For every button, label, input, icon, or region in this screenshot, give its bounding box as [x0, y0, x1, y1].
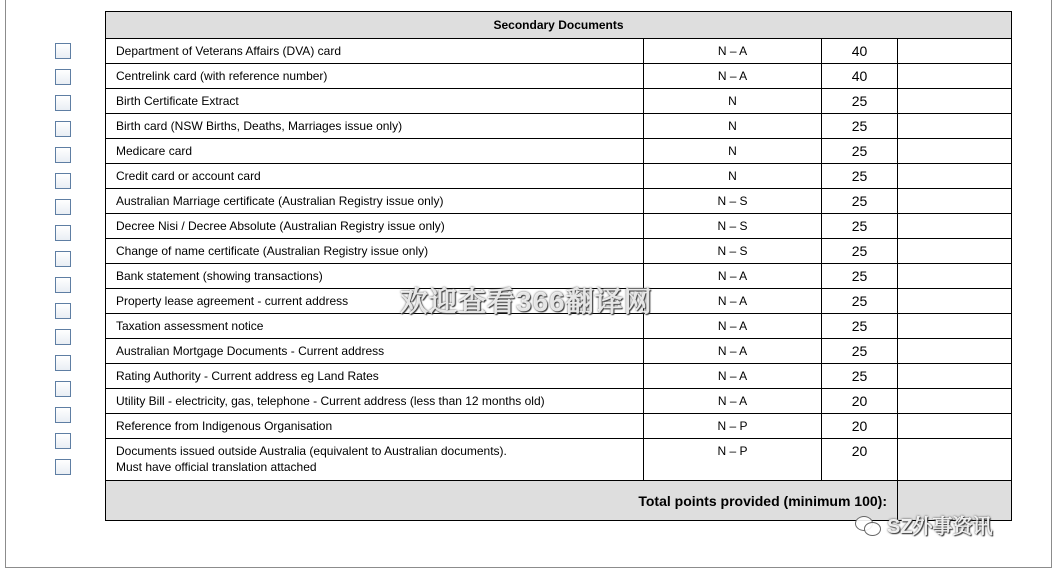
watermark: 欢迎查看366翻译网	[400, 286, 653, 317]
document-label: Taxation assessment notice	[106, 314, 644, 339]
points-entry-cell[interactable]	[898, 289, 1012, 314]
table-row	[106, 364, 1012, 389]
points-entry-cell[interactable]	[898, 439, 1012, 481]
points-entry-cell[interactable]	[898, 189, 1012, 214]
table-row	[106, 264, 1012, 289]
document-checkbox[interactable]	[55, 329, 71, 345]
document-points: 25	[822, 364, 898, 389]
document-code: N	[644, 114, 822, 139]
document-label: Decree Nisi / Decree Absolute (Australian Registry issue only)	[106, 214, 644, 239]
points-entry-cell[interactable]	[898, 414, 1012, 439]
points-entry-cell[interactable]	[898, 89, 1012, 114]
document-points: 25	[822, 114, 898, 139]
document-points: 25	[822, 164, 898, 189]
document-points: 40	[822, 39, 898, 64]
document-points: 25	[822, 289, 898, 314]
points-entry-cell[interactable]	[898, 364, 1012, 389]
document-points: 25	[822, 314, 898, 339]
points-entry-cell[interactable]	[898, 239, 1012, 264]
document-label: Change of name certificate (Australian Registry issue only)	[106, 239, 644, 264]
document-checkbox[interactable]	[55, 173, 71, 189]
document-checkbox[interactable]	[55, 355, 71, 371]
document-code: N – A	[644, 289, 822, 314]
table-row	[106, 114, 1012, 139]
document-code: N – A	[644, 364, 822, 389]
document-code: N – S	[644, 189, 822, 214]
points-entry-cell[interactable]	[898, 314, 1012, 339]
table-row	[106, 339, 1012, 364]
table-row	[106, 414, 1012, 439]
points-entry-cell[interactable]	[898, 339, 1012, 364]
document-points: 25	[822, 189, 898, 214]
document-checkbox[interactable]	[55, 381, 71, 397]
document-code: N – A	[644, 64, 822, 89]
document-label	[106, 439, 644, 481]
points-entry-cell[interactable]	[898, 214, 1012, 239]
document-label: Property lease agreement - current address	[106, 289, 644, 314]
document-code: N	[644, 164, 822, 189]
table-row	[106, 439, 1012, 481]
points-entry-cell[interactable]	[898, 164, 1012, 189]
document-points: 25	[822, 264, 898, 289]
total-label: Total points provided (minimum 100):	[106, 481, 898, 521]
table-row	[106, 389, 1012, 414]
document-points: 40	[822, 64, 898, 89]
document-checkbox[interactable]	[55, 199, 71, 215]
points-entry-cell[interactable]	[898, 139, 1012, 164]
document-label: Credit card or account card	[106, 164, 644, 189]
document-checkbox[interactable]	[55, 407, 71, 423]
document-code: N – A	[644, 264, 822, 289]
document-label: Reference from Indigenous Organisation	[106, 414, 644, 439]
table-row	[106, 314, 1012, 339]
points-entry-cell[interactable]	[898, 114, 1012, 139]
table-row	[106, 189, 1012, 214]
document-checkbox[interactable]	[55, 433, 71, 449]
document-code: N – A	[644, 39, 822, 64]
document-code: N – S	[644, 239, 822, 264]
document-points: 20	[822, 439, 898, 481]
document-label: Bank statement (showing transactions)	[106, 264, 644, 289]
document-code: N – P	[644, 414, 822, 439]
document-points: 25	[822, 139, 898, 164]
total-row	[106, 481, 1012, 521]
points-entry-cell[interactable]	[898, 39, 1012, 64]
document-label: Utility Bill - electricity, gas, telephone - Current address (less than 12 months old)	[106, 389, 644, 414]
document-checkbox[interactable]	[55, 147, 71, 163]
table-row	[106, 289, 1012, 314]
document-label: Australian Marriage certificate (Australian Registry issue only)	[106, 189, 644, 214]
document-checkbox[interactable]	[55, 303, 71, 319]
document-points: 25	[822, 89, 898, 114]
brand-text: SZ外事资讯	[887, 516, 993, 538]
table-header-row	[106, 12, 1012, 39]
document-code: N – P	[644, 439, 822, 481]
document-checkbox[interactable]	[55, 69, 71, 85]
document-checkbox[interactable]	[55, 251, 71, 267]
document-code: N	[644, 89, 822, 114]
document-points: 25	[822, 239, 898, 264]
document-code: N – A	[644, 389, 822, 414]
document-code: N – S	[644, 214, 822, 239]
document-label: Medicare card	[106, 139, 644, 164]
document-points: 25	[822, 339, 898, 364]
document-label-line1: Documents issued outside Australia (equivalent to Australian documents).	[116, 444, 507, 458]
document-checkbox[interactable]	[55, 225, 71, 241]
document-points: 20	[822, 389, 898, 414]
document-code: N	[644, 139, 822, 164]
points-entry-cell[interactable]	[898, 64, 1012, 89]
document-code: N – A	[644, 314, 822, 339]
document-checkbox[interactable]	[55, 95, 71, 111]
table-header: Secondary Documents	[106, 12, 1012, 39]
points-entry-cell[interactable]	[898, 389, 1012, 414]
secondary-documents-table	[105, 11, 1012, 521]
document-label: Birth card (NSW Births, Deaths, Marriages issue only)	[106, 114, 644, 139]
document-label: Rating Authority - Current address eg Land Rates	[106, 364, 644, 389]
document-points: 25	[822, 214, 898, 239]
document-label: Department of Veterans Affairs (DVA) card	[106, 39, 644, 64]
document-checkbox[interactable]	[55, 277, 71, 293]
table-row	[106, 39, 1012, 64]
document-label: Birth Certificate Extract	[106, 89, 644, 114]
table-row	[106, 164, 1012, 189]
document-checkbox[interactable]	[55, 121, 71, 137]
document-label: Centrelink card (with reference number)	[106, 64, 644, 89]
document-label: Australian Mortgage Documents - Current address	[106, 339, 644, 364]
table-row	[106, 64, 1012, 89]
total-points-cell[interactable]	[898, 481, 1012, 521]
table-row	[106, 89, 1012, 114]
document-points: 20	[822, 414, 898, 439]
document-checkbox[interactable]	[55, 43, 71, 59]
table-row	[106, 239, 1012, 264]
document-label-line2: Must have official translation attached	[116, 460, 317, 474]
table-row	[106, 139, 1012, 164]
points-entry-cell[interactable]	[898, 264, 1012, 289]
document-code: N – A	[644, 339, 822, 364]
document-checkbox[interactable]	[55, 459, 71, 475]
table-row	[106, 214, 1012, 239]
